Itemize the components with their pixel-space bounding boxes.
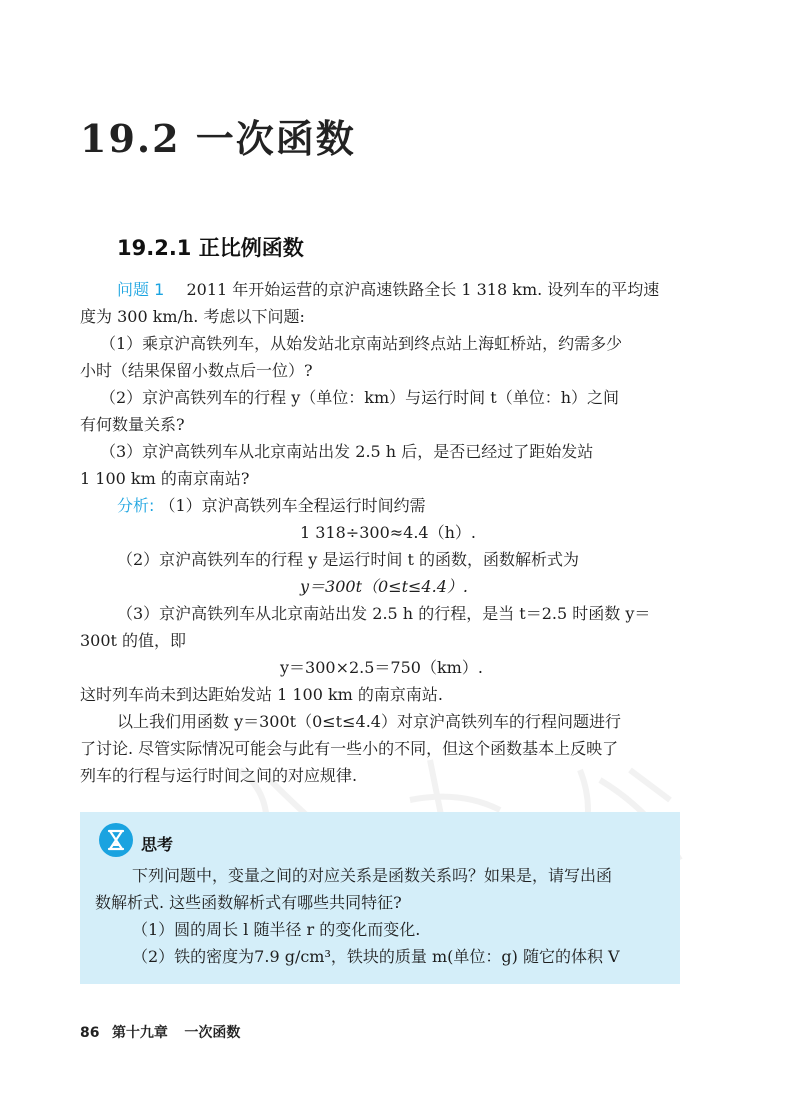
chapter-name: 一次函数 <box>184 1025 241 1041</box>
problem-line-1 <box>117 280 659 300</box>
chapter-label: 第十九章 <box>111 1025 168 1041</box>
section-title: 19.2 一次函数 <box>80 116 356 161</box>
think-title: 思考 <box>141 835 174 854</box>
problem-q3-line-2: 1 100 km 的南京南站? <box>80 469 250 488</box>
problem-label: 问题 1 <box>117 280 165 299</box>
think-line-2: 数解析式. 这些函数解析式有哪些共同特征? <box>95 893 402 912</box>
problem-q3-line-1: （3）京沪高铁列车从北京南站出发 2.5 h 后，是否已经过了距始发站 <box>100 442 594 461</box>
problem-text: 2011 年开始运营的京沪高速铁路全长 1 318 km. 设列车的平均速 <box>186 280 660 299</box>
summary-line-1: 以上我们用函数 y＝300t（0≤t≤4.4）对京沪高铁列车的行程问题进行 <box>117 712 621 731</box>
analysis-line-3: （3）京沪高铁列车从北京南站出发 2.5 h 的行程，是当 t＝2.5 时函数 y＝ <box>117 604 651 623</box>
analysis-formula-1: 1 318÷300≈4.4（h）. <box>300 523 476 542</box>
think-line-1: 下列问题中，变量之间的对应关系是函数关系吗？如果是，请写出函 <box>132 866 613 885</box>
analysis-formula-2: y＝300t（0≤t≤4.4）. <box>300 577 468 596</box>
problem-q1-line-1: （1）乘京沪高铁列车，从始发站北京南站到终点站上海虹桥站，约需多少 <box>100 334 623 353</box>
analysis-text: （1）京沪高铁列车全程运行时间约需 <box>159 496 426 515</box>
analysis-line-1 <box>117 496 426 516</box>
hourglass-icon <box>98 822 134 858</box>
think-q1: （1）圆的周长 l 随半径 r 的变化而变化. <box>132 920 421 939</box>
subsection-title: 19.2.1 正比例函数 <box>117 236 304 260</box>
analysis-formula-3: y＝300×2.5＝750（km）. <box>280 658 483 677</box>
problem-line-2: 度为 300 km/h. 考虑以下问题: <box>80 307 305 326</box>
page-number: 86 <box>80 1025 100 1041</box>
summary-line-2: 了讨论. 尽管实际情况可能会与此有一些小的不同，但这个函数基本上反映了 <box>80 739 619 758</box>
analysis-conclusion: 这时列车尚未到达距始发站 1 100 km 的南京南站. <box>80 685 444 704</box>
analysis-label: 分析: <box>117 496 155 515</box>
think-q2: （2）铁的密度为7.9 g/cm³，铁块的质量 m(单位：g) 随它的体积 V <box>132 947 620 966</box>
problem-q2-line-1: （2）京沪高铁列车的行程 y（单位：km）与运行时间 t（单位：h）之间 <box>100 388 619 407</box>
analysis-line-4: 300t 的值，即 <box>80 631 187 650</box>
summary-line-3: 列车的行程与运行时间之间的对应规律. <box>80 766 358 785</box>
analysis-line-2: （2）京沪高铁列车的行程 y 是运行时间 t 的函数，函数解析式为 <box>117 550 579 569</box>
problem-q1-line-2: 小时（结果保留小数点后一位）? <box>80 361 313 380</box>
page-footer <box>80 1022 240 1042</box>
problem-q2-line-2: 有何数量关系? <box>80 415 185 434</box>
